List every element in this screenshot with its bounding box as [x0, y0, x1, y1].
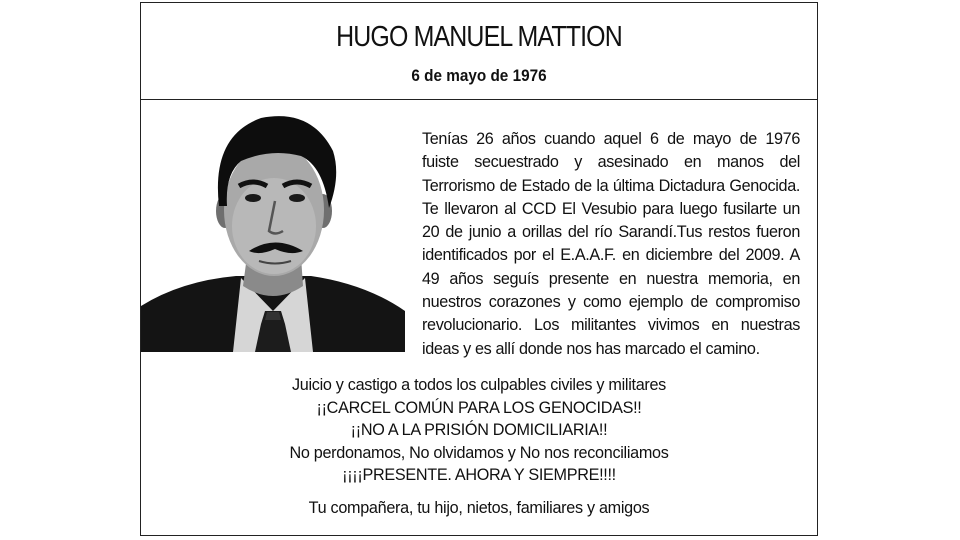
closing-line: No perdonamos, No olvidamos y No nos reconciliamos — [289, 443, 669, 462]
person-name: HUGO MANUEL MATTION — [336, 21, 622, 53]
portrait-illustration — [141, 106, 405, 352]
signature-line: Tu compañera, tu hijo, nietos, familiares y amigos — [308, 499, 650, 517]
notice-header — [141, 3, 817, 100]
closing-line: ¡¡¡¡PRESENTE. AHORA Y SIEMPRE!!!! — [342, 466, 616, 484]
closing-statements — [141, 374, 817, 487]
closing-line: ¡¡CARCEL COMÚN PARA LOS GENOCIDAS!! — [316, 398, 642, 417]
memorial-notice — [140, 2, 818, 536]
biography-text: Tenías 26 años cuando aquel 6 de mayo de 1976 fuiste secuestrado y asesinado en manos del Terrorismo de Estado de la última Dictadura Genocida. Te llevaron al CCD El Vesubio para luego fusilarte un 20 de junio a orillas del río Sarandí.Tus restos fueron identificados por el E.A.A.F. en diciembre del 2009. A 49 años seguís presente en nuestra memoria, en nuestros corazones y como ejemplo de compromiso revolucionario. Los militantes vivimos en nuestras ideas y es allí donde nos has marcado el camino. — [422, 130, 800, 358]
closing-line: Juicio y castigo a todos los culpables civiles y militares — [292, 376, 666, 394]
notice-date: 6 de mayo de 1976 — [411, 66, 547, 85]
closing-line: ¡¡NO A LA PRISIÓN DOMICILIARIA!! — [350, 421, 608, 439]
portrait-photo — [141, 106, 405, 352]
